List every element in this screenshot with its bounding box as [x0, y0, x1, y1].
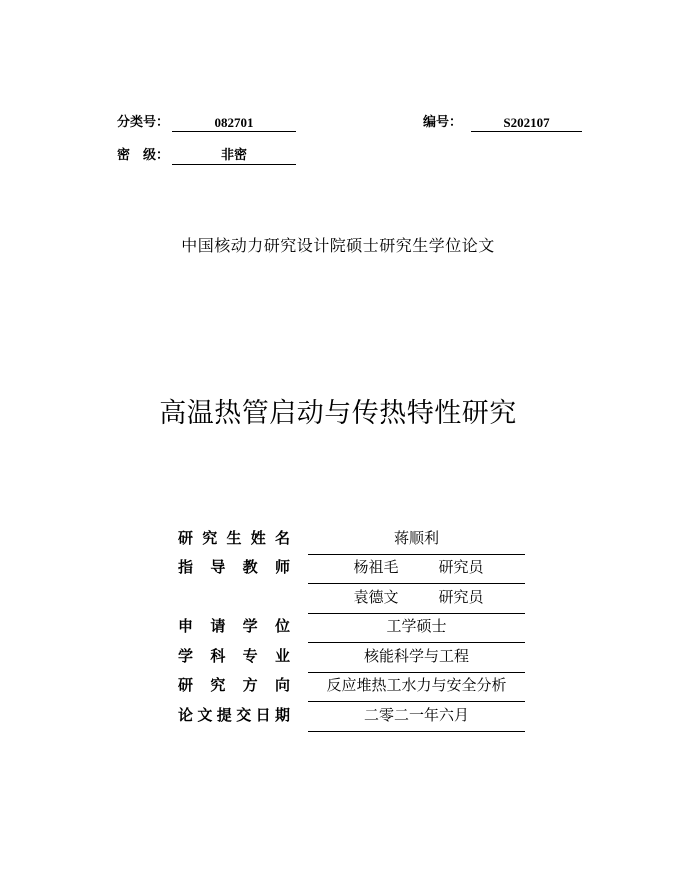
document-number-label: 编号： — [423, 115, 463, 130]
research-direction-label: 研究方向 — [178, 676, 290, 694]
student-name-value: 蒋顺利 — [308, 526, 525, 555]
advisor-label: 指导教师 — [178, 558, 290, 576]
secrecy-label: 密 级： — [117, 148, 170, 163]
classification-value: 082701 — [172, 115, 296, 132]
degree-value: 工学硕士 — [308, 614, 525, 643]
submission-date-label: 论文提交日期 — [178, 706, 290, 724]
institution-heading: 中国核动力研究设计院硕士研究生学位论文 — [181, 236, 495, 255]
degree-label: 申请学位 — [178, 617, 290, 635]
advisor-1-row — [308, 555, 525, 584]
submission-date-value: 二零二一年六月 — [308, 703, 525, 732]
student-name-label: 研究生姓名 — [178, 529, 290, 547]
document-number-value: S202107 — [471, 115, 582, 132]
classification-label: 分类号： — [117, 115, 170, 130]
major-value: 核能科学与工程 — [308, 644, 525, 673]
advisor-1-title: 研究员 — [438, 558, 484, 576]
advisor-1-name: 杨祖毛 — [353, 558, 399, 576]
thesis-title: 高温热管启动与传热特性研究 — [159, 398, 517, 429]
secrecy-value: 非密 — [172, 148, 296, 165]
advisor-2-row — [308, 585, 525, 614]
advisor-2-title: 研究员 — [438, 588, 484, 606]
advisor-2-name: 袁德文 — [353, 588, 399, 606]
major-label: 学科专业 — [178, 647, 290, 665]
research-direction-value: 反应堆热工水力与安全分析 — [308, 673, 525, 702]
